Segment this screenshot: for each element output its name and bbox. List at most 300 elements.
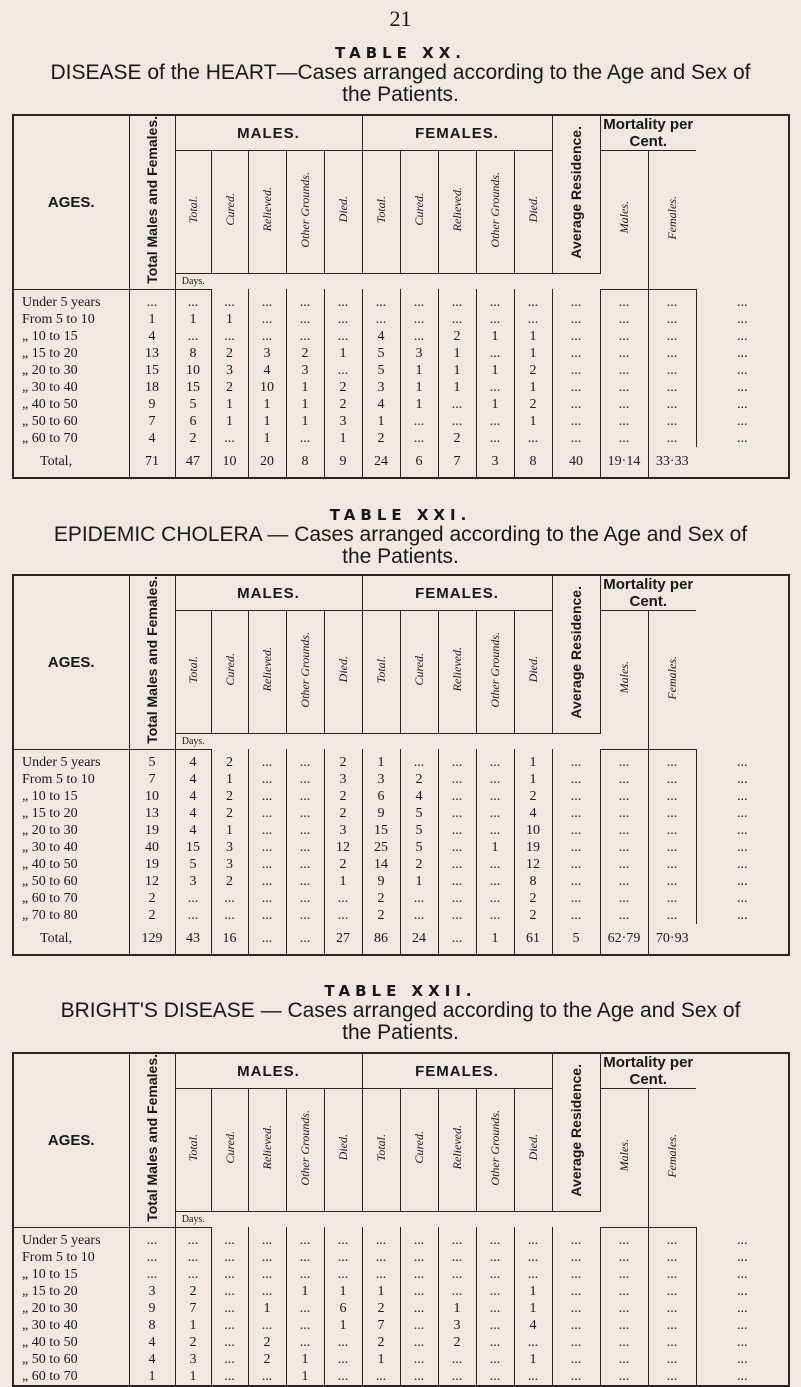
value-cell: ... [438,413,476,430]
value-cell: ... [286,1249,324,1266]
table-xxi [12,574,790,956]
table-row [13,1227,789,1249]
total-cell: 61 [514,924,552,955]
value-cell: ... [648,1351,696,1368]
header-male-col [286,1089,324,1212]
value-cell: ... [737,294,748,310]
header-females: FEMALES. [362,115,552,151]
table-xxii-heading [0,982,801,1044]
value-cell: ... [286,907,324,924]
total-cell: 33·33 [655,453,689,469]
header-subcol-text: Died. [526,656,540,683]
value-cell: ... [552,771,600,788]
value-cell: ... [476,1368,514,1386]
age-group-cell: „ 50 to 60 [13,873,129,890]
value-cell: ... [324,328,362,345]
value-cell: 1 [514,379,552,396]
value-cell: 7 [129,413,175,430]
header-subcol-text: Relieved. [260,187,274,232]
table-title: EPIDEMIC CHOLERA — Cases arranged according to the Age and Sex of the Patients. [53,523,748,568]
header-females: FEMALES. [362,575,552,611]
value-cell: 2 [514,396,552,413]
value-cell: ... [552,328,600,345]
table-xx-heading [0,44,801,106]
header-subcol-text: Total. [374,1133,388,1162]
value-cell: 1 [248,1300,286,1317]
value-cell: ... [324,362,362,379]
value-cell: ... [600,749,648,771]
value-cell: ... [600,805,648,822]
value-cell: 3 [175,873,211,890]
value-cell: 1 [514,1283,552,1300]
value-cell: ... [400,430,438,447]
header-mort-text: Females. [665,655,680,700]
value-cell: 13 [129,805,175,822]
value-cell: ... [648,822,696,839]
header-mortality: Mortality per Cent. [600,115,696,151]
value-cell: 2 [438,1334,476,1351]
value-cell: ... [648,1334,696,1351]
value-cell: 7 [175,1300,211,1317]
value-cell: 9 [129,1300,175,1317]
value-cell: ... [400,1227,438,1249]
value-cell: ... [600,289,648,311]
value-cell: ... [248,1317,286,1334]
total-cell: 71 [129,447,175,478]
value-cell: ... [438,805,476,822]
value-cell: ... [648,1368,696,1386]
value-cell: ... [600,379,648,396]
value-cell: ... [248,1249,286,1266]
value-cell: 2 [286,345,324,362]
table-row [13,788,789,805]
value-cell: 19 [514,839,552,856]
value-cell: ... [476,890,514,907]
value-cell: ... [400,1249,438,1266]
age-group-cell: Under 5 years [13,289,129,311]
value-cell: ... [600,907,648,924]
value-cell: 1 [400,873,438,890]
value-cell: 1 [129,311,175,328]
header-days: Days. [175,1211,211,1227]
value-cell: ... [438,1368,476,1386]
value-cell: ... [737,1300,748,1316]
value-cell: ... [648,771,696,788]
value-cell: ... [552,1249,600,1266]
value-cell: 4 [129,430,175,447]
value-cell: 1 [324,873,362,890]
value-cell: ... [737,1266,748,1282]
value-cell: 2 [129,907,175,924]
header-total-text: Total Males and Females. [143,116,160,284]
value-cell: 1 [514,749,552,771]
value-cell: 5 [175,396,211,413]
value-cell: ... [211,1283,248,1300]
value-cell: ... [552,788,600,805]
value-cell: ... [737,362,748,378]
value-cell: ... [737,873,748,889]
header-mortality-col [600,151,648,290]
value-cell: ... [438,907,476,924]
value-cell: ... [552,856,600,873]
value-cell: ... [737,311,748,327]
value-cell: ... [248,1227,286,1249]
value-cell: 6 [175,413,211,430]
value-cell: ... [552,1266,600,1283]
value-cell: ... [600,890,648,907]
table-row [13,805,789,822]
value-cell: ... [324,1266,362,1283]
value-cell: 4 [129,328,175,345]
header-subcol-text: Died. [526,196,540,223]
value-cell: ... [514,289,552,311]
value-cell: ... [211,430,248,447]
value-cell: 40 [129,839,175,856]
value-cell: 2 [324,805,362,822]
value-cell: ... [476,430,514,447]
value-cell: 1 [514,345,552,362]
value-cell: 2 [514,907,552,924]
value-cell: ... [737,1232,748,1248]
value-cell: ... [286,856,324,873]
value-cell: 1 [324,430,362,447]
value-cell: 1 [175,311,211,328]
value-cell: ... [552,822,600,839]
value-cell: ... [737,788,748,804]
value-cell: 2 [400,856,438,873]
header-mortality: Mortality per Cent. [600,575,696,611]
header-mort-text: Females. [665,1133,680,1178]
value-cell: ... [737,1317,748,1333]
value-cell: 3 [438,1317,476,1334]
value-cell: ... [648,873,696,890]
header-male-col [248,1089,286,1212]
value-cell: ... [438,873,476,890]
value-cell: ... [175,289,211,311]
value-cell: ... [514,1266,552,1283]
value-cell: 18 [129,379,175,396]
header-female-col [514,151,552,274]
total-cell: 16 [211,924,248,955]
value-cell: 4 [400,788,438,805]
header-subcol-text: Relieved. [450,187,464,232]
table-label: TABLE XXI. [329,506,472,524]
header-subcol-text: Other Grounds. [488,1109,502,1186]
value-cell: 1 [400,379,438,396]
age-group-cell: „ 50 to 60 [13,413,129,430]
header-subcol-text: Cured. [412,1131,426,1164]
value-cell: ... [476,856,514,873]
table-row [13,289,789,311]
table-row [13,311,789,328]
value-cell: 1 [324,1317,362,1334]
value-cell: ... [737,805,748,821]
value-cell: ... [400,328,438,345]
value-cell: ... [476,289,514,311]
value-cell: ... [286,805,324,822]
value-cell: 1 [438,362,476,379]
table-row [13,873,789,890]
value-cell: 8 [129,1317,175,1334]
value-cell: ... [476,1283,514,1300]
value-cell: ... [248,289,286,311]
value-cell: ... [648,1317,696,1334]
age-group-cell: „ 40 to 50 [13,856,129,873]
value-cell: 2 [324,788,362,805]
value-cell: ... [648,805,696,822]
header-subcol-text: Other Grounds. [298,631,312,708]
value-cell: ... [737,856,748,872]
total-cell: 27 [324,924,362,955]
value-cell: ... [476,749,514,771]
value-cell: 5 [400,839,438,856]
value-cell: ... [552,1317,600,1334]
age-group-cell: From 5 to 10 [13,1249,129,1266]
header-mortality: Mortality per Cent. [600,1053,696,1089]
value-cell: ... [600,856,648,873]
header-female-col [362,151,400,274]
value-cell: ... [248,1283,286,1300]
age-group-cell: „ 20 to 30 [13,362,129,379]
value-cell: 1 [438,379,476,396]
header-mortality-col [648,1089,696,1228]
table-xxii [12,1052,790,1387]
header-total-text: Total Males and Females. [143,576,160,744]
value-cell: ... [438,839,476,856]
value-cell: ... [286,311,324,328]
value-cell: 2 [362,1334,400,1351]
value-cell: 3 [211,856,248,873]
table-row [13,907,789,924]
value-cell: ... [400,1283,438,1300]
value-cell: ... [286,873,324,890]
header-mort-text: Males. [617,1139,631,1172]
header-subcol-text: Other Grounds. [298,1109,312,1186]
value-cell: 4 [129,1334,175,1351]
value-cell: 2 [211,379,248,396]
value-cell: ... [175,1249,211,1266]
header-male-col [175,611,211,734]
value-cell: ... [737,379,748,395]
value-cell: ... [286,749,324,771]
value-cell: ... [600,1368,648,1386]
header-ages: AGES. [13,115,129,289]
header-male-col [248,611,286,734]
value-cell: ... [600,396,648,413]
value-cell: ... [648,289,696,311]
value-cell: 2 [211,345,248,362]
value-cell: ... [362,1368,400,1386]
value-cell: 5 [362,345,400,362]
value-cell: ... [211,289,248,311]
total-cell: 5 [552,924,600,955]
table-row [13,328,789,345]
value-cell: 6 [362,788,400,805]
value-cell: ... [324,1249,362,1266]
value-cell: ... [211,1334,248,1351]
header-total-text: Total Males and Females. [143,1054,160,1222]
value-cell: ... [737,1334,748,1350]
value-cell: ... [362,1249,400,1266]
value-cell: ... [600,345,648,362]
table-title: DISEASE of the HEART—Cases arranged according to the Age and Sex of the Patients. [50,61,751,106]
value-cell: 3 [211,362,248,379]
age-group-cell: „ 60 to 70 [13,890,129,907]
value-cell: 4 [175,749,211,771]
header-avg-residence-text: Average Residence. [567,125,584,259]
value-cell: 1 [362,413,400,430]
value-cell: 13 [129,345,175,362]
value-cell: ... [362,1227,400,1249]
value-cell: ... [211,890,248,907]
table-row [13,345,789,362]
value-cell: ... [648,839,696,856]
value-cell: 10 [175,362,211,379]
value-cell: ... [600,328,648,345]
value-cell: ... [552,749,600,771]
table-row [13,430,789,447]
total-cell: 86 [362,924,400,955]
value-cell: ... [324,1334,362,1351]
value-cell: 5 [129,749,175,771]
value-cell: 2 [129,890,175,907]
header-subcol-text: Relieved. [450,647,464,692]
value-cell: ... [552,1283,600,1300]
value-cell: ... [737,328,748,344]
value-cell: ... [248,822,286,839]
age-group-cell: „ 20 to 30 [13,1300,129,1317]
header-avg-residence [552,1053,600,1211]
value-cell: 8 [175,345,211,362]
value-cell: ... [211,1351,248,1368]
value-cell: ... [248,1368,286,1386]
value-cell: 1 [514,1351,552,1368]
total-cell: 19·14 [600,447,648,478]
table-row [13,1300,789,1317]
value-cell: ... [648,1266,696,1283]
value-cell: ... [648,413,696,430]
table-row [13,771,789,788]
age-group-cell: „ 15 to 20 [13,1283,129,1300]
total-cell: 8 [286,447,324,478]
value-cell: 1 [211,771,248,788]
value-cell: ... [514,1227,552,1249]
header-ages: AGES. [13,575,129,749]
header-female-col [476,1089,514,1212]
age-group-cell: „ 20 to 30 [13,822,129,839]
value-cell: ... [737,754,748,770]
value-cell: ... [514,1334,552,1351]
value-cell: ... [600,788,648,805]
value-cell: ... [737,1351,748,1367]
value-cell: ... [248,749,286,771]
total-label: Total, [13,447,129,478]
value-cell: 1 [514,328,552,345]
value-cell: ... [400,1351,438,1368]
value-cell: 3 [211,839,248,856]
value-cell: ... [400,1317,438,1334]
value-cell: 4 [175,788,211,805]
total-row [13,447,789,478]
value-cell: ... [438,1227,476,1249]
value-cell: ... [248,788,286,805]
table-row [13,413,789,430]
total-cell: 70·93 [655,930,689,946]
value-cell: 1 [476,396,514,413]
value-cell: ... [600,311,648,328]
value-cell: ... [175,1266,211,1283]
header-subcol-text: Cured. [412,653,426,686]
header-subcol-text: Relieved. [260,647,274,692]
value-cell: 1 [286,1351,324,1368]
value-cell: ... [648,788,696,805]
value-cell: ... [600,822,648,839]
header-total [129,115,175,289]
value-cell: 2 [362,430,400,447]
value-cell: 1 [286,413,324,430]
value-cell: 2 [324,749,362,771]
total-cell: 129 [129,924,175,955]
value-cell: ... [438,396,476,413]
value-cell: ... [400,413,438,430]
value-cell: ... [476,1227,514,1249]
value-cell: 2 [324,396,362,413]
header-subcol-text: Other Grounds. [298,171,312,248]
value-cell: 2 [248,1334,286,1351]
age-group-cell: „ 15 to 20 [13,345,129,362]
age-group-cell: From 5 to 10 [13,311,129,328]
value-cell: 1 [324,345,362,362]
value-cell: ... [286,839,324,856]
total-cell: 7 [438,447,476,478]
value-cell: 1 [514,771,552,788]
value-cell: ... [737,822,748,838]
value-cell: 3 [362,379,400,396]
table-row [13,890,789,907]
value-cell: ... [248,856,286,873]
value-cell: ... [648,345,696,362]
age-group-cell: „ 30 to 40 [13,379,129,396]
value-cell: 12 [129,873,175,890]
header-male-col [324,151,362,274]
value-cell: ... [476,822,514,839]
value-cell: ... [600,839,648,856]
value-cell: ... [600,1249,648,1266]
value-cell: 5 [400,822,438,839]
total-cell: 3 [476,447,514,478]
table-row [13,749,789,771]
header-female-col [476,611,514,734]
value-cell: ... [737,1368,748,1384]
value-cell: ... [552,1334,600,1351]
value-cell: 10 [129,788,175,805]
table-row [13,856,789,873]
value-cell: ... [600,1283,648,1300]
age-group-cell: Under 5 years [13,749,129,771]
value-cell: 2 [362,1300,400,1317]
value-cell: 2 [324,856,362,873]
value-cell: ... [438,822,476,839]
value-cell: ... [286,1334,324,1351]
value-cell: ... [552,1300,600,1317]
table-row [13,379,789,396]
header-male-col [211,611,248,734]
value-cell: ... [400,311,438,328]
value-cell: ... [211,1300,248,1317]
header-subcol-text: Cured. [222,193,237,226]
value-cell: 3 [286,362,324,379]
value-cell: ... [129,1266,175,1283]
